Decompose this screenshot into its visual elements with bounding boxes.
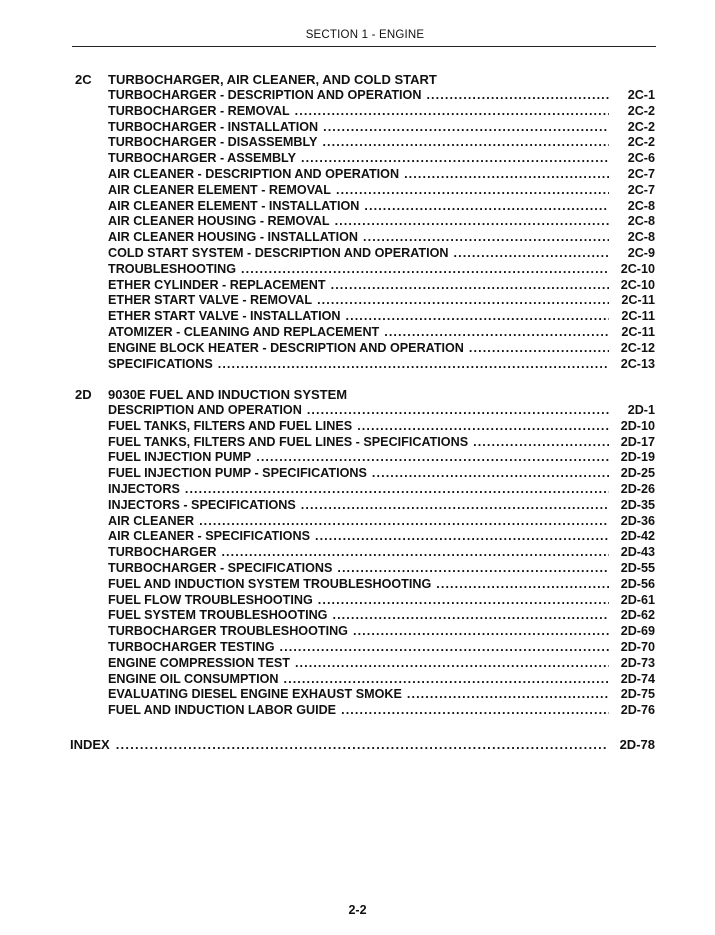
dot-leader: [218, 357, 609, 373]
toc-entry[interactable]: [108, 262, 655, 278]
entry-page: 2C-11: [621, 309, 655, 324]
dot-leader: [404, 167, 609, 183]
entry-page: 2D-55: [620, 560, 655, 575]
entry-title: ENGINE OIL CONSUMPTION: [108, 671, 279, 686]
dot-leader: [185, 482, 609, 498]
entry-page: 2D-1: [627, 403, 655, 417]
dot-leader: [318, 593, 609, 609]
entry-page: 2D-69: [620, 624, 655, 639]
entry-page: 2C-6: [627, 151, 655, 166]
entry-title: FUEL AND INDUCTION SYSTEM TROUBLESHOOTING: [108, 576, 432, 591]
entry-title: INJECTORS - SPECIFICATIONS: [108, 497, 296, 512]
entry-title: AIR CLEANER HOUSING - REMOVAL: [108, 214, 330, 229]
toc-entry[interactable]: [108, 466, 655, 482]
entry-page: 2C-2: [627, 103, 655, 118]
entry-page: 2C-13: [620, 356, 655, 371]
section-heading: [75, 72, 655, 88]
entry-title: ENGINE BLOCK HEATER - DESCRIPTION AND OPERATION: [108, 340, 464, 355]
entry-title: ATOMIZER - CLEANING AND REPLACEMENT: [108, 324, 380, 339]
dot-leader: [241, 262, 609, 278]
toc-entry[interactable]: [108, 419, 655, 435]
entry-page: 2D-26: [620, 481, 655, 496]
entry-page: 2D-70: [620, 639, 655, 654]
entry-title: ENGINE COMPRESSION TEST: [108, 655, 290, 670]
entry-title: EVALUATING DIESEL ENGINE EXHAUST SMOKE: [108, 687, 402, 702]
entry-title: ETHER START VALVE - REMOVAL: [108, 293, 313, 308]
toc-entry[interactable]: [108, 656, 655, 672]
dot-leader: [256, 450, 609, 466]
toc-entry[interactable]: [108, 687, 655, 703]
dot-leader: [341, 703, 609, 719]
section-title: TURBOCHARGER, AIR CLEANER, AND COLD START: [108, 72, 437, 87]
entry-page: 2C-12: [620, 340, 655, 355]
toc-entry[interactable]: [108, 529, 655, 545]
entry-page: 2C-7: [627, 166, 655, 181]
entry-title: FUEL TANKS, FILTERS AND FUEL LINES: [108, 418, 353, 433]
entry-page: 2D-74: [620, 671, 655, 686]
toc-entry[interactable]: [108, 167, 655, 183]
entry-page: 2C-9: [627, 245, 655, 260]
dot-leader: [357, 419, 609, 435]
toc-entry[interactable]: [108, 624, 655, 640]
section-title: 9030E FUEL AND INDUCTION SYSTEM: [108, 387, 348, 402]
entry-title: FUEL FLOW TROUBLESHOOTING: [108, 592, 313, 607]
dot-leader: [363, 230, 609, 246]
entry-title: ETHER CYLINDER - REPLACEMENT: [108, 277, 326, 292]
section-heading: [75, 387, 655, 403]
toc-entry[interactable]: [108, 246, 655, 262]
dot-leader: [335, 214, 609, 230]
section-entries: [108, 403, 655, 719]
section-entries: [108, 88, 655, 372]
toc-entry[interactable]: [108, 577, 655, 593]
entry-title: TURBOCHARGER - SPECIFICATIONS: [108, 560, 333, 575]
entry-page: 2C-11: [621, 324, 655, 339]
dot-leader: [336, 183, 609, 199]
entry-page: 2D-25: [620, 466, 655, 481]
dot-leader: [364, 199, 609, 215]
entry-title: TURBOCHARGER TESTING: [108, 639, 275, 654]
toc-entry[interactable]: [108, 357, 655, 373]
toc-entry[interactable]: [108, 309, 655, 325]
entry-page: 2C-2: [627, 119, 655, 134]
page-number: 2-2: [348, 903, 367, 917]
entry-page: 2D-78: [619, 737, 655, 752]
entry-page: 2D-36: [620, 513, 655, 528]
entry-page: 2D-75: [620, 687, 655, 702]
entry-title: AIR CLEANER HOUSING - INSTALLATION: [108, 230, 358, 245]
dot-leader: [301, 498, 609, 514]
entry-page: 2D-35: [620, 497, 655, 512]
entry-title: AIR CLEANER: [108, 513, 195, 528]
toc-entry[interactable]: [108, 278, 655, 294]
toc-entry[interactable]: [108, 450, 655, 466]
dot-leader: [295, 104, 609, 120]
dot-leader: [337, 561, 609, 577]
entry-title: AIR CLEANER - SPECIFICATIONS: [108, 529, 310, 544]
toc-entry[interactable]: [108, 498, 655, 514]
entry-page: 2C-11: [621, 293, 655, 308]
entry-title: FUEL AND INDUCTION LABOR GUIDE: [108, 703, 337, 718]
entry-page: 2D-62: [620, 608, 655, 623]
header-divider: [72, 46, 656, 47]
dot-leader: [372, 466, 609, 482]
entry-page: 2C-2: [627, 135, 655, 150]
toc-entry-index[interactable]: [70, 737, 655, 753]
dot-leader: [323, 120, 609, 136]
dot-leader: [116, 737, 607, 753]
entry-page: 2D-17: [620, 434, 655, 449]
toc-entry[interactable]: [108, 293, 655, 309]
toc-entry[interactable]: [108, 199, 655, 215]
entry-title: TURBOCHARGER - REMOVAL: [108, 103, 290, 118]
entry-title: AIR CLEANER - DESCRIPTION AND OPERATION: [108, 166, 400, 181]
entry-title: FUEL INJECTION PUMP: [108, 450, 252, 465]
dot-leader: [353, 624, 609, 640]
toc-section-2c: [75, 72, 655, 372]
entry-title: TURBOCHARGER TROUBLESHOOTING: [108, 624, 348, 639]
dot-leader: [407, 687, 609, 703]
toc-entry[interactable]: [108, 608, 655, 624]
dot-leader: [284, 672, 610, 688]
entry-title: FUEL INJECTION PUMP - SPECIFICATIONS: [108, 466, 367, 481]
entry-page: 2D-19: [620, 450, 655, 465]
toc-entry[interactable]: [108, 120, 655, 136]
section-header: SECTION 1 - ENGINE: [305, 29, 425, 41]
dot-leader: [322, 135, 609, 151]
entry-page: 2C-10: [620, 261, 655, 276]
toc-entry[interactable]: [108, 151, 655, 167]
entry-page: 2D-73: [620, 655, 655, 670]
entry-title: TURBOCHARGER - DISASSEMBLY: [108, 135, 318, 150]
toc-entry[interactable]: [108, 640, 655, 656]
entry-title: DESCRIPTION AND OPERATION: [108, 403, 302, 417]
section-code: 2C: [75, 72, 92, 87]
entry-title: SPECIFICATIONS: [108, 356, 213, 371]
entry-title: FUEL SYSTEM TROUBLESHOOTING: [108, 608, 328, 623]
entry-page: 2C-1: [627, 88, 655, 102]
dot-leader: [346, 309, 609, 325]
entry-title: TURBOCHARGER - ASSEMBLY: [108, 151, 296, 166]
entry-page: 2C-8: [627, 230, 655, 245]
dot-leader: [473, 435, 609, 451]
entry-title: TURBOCHARGER - INSTALLATION: [108, 119, 319, 134]
dot-leader: [315, 529, 609, 545]
toc-entry[interactable]: [108, 672, 655, 688]
entry-page: 2C-8: [627, 198, 655, 213]
entry-page: 2D-43: [620, 545, 655, 560]
entry-title: AIR CLEANER ELEMENT - REMOVAL: [108, 182, 331, 197]
toc-section-2d: [75, 387, 655, 719]
dot-leader: [307, 403, 609, 419]
dot-leader: [301, 151, 609, 167]
toc-entry[interactable]: [108, 403, 655, 419]
dot-leader: [384, 325, 609, 341]
toc-entry[interactable]: [108, 435, 655, 451]
toc-entry[interactable]: [108, 104, 655, 120]
entry-page: 2C-8: [627, 214, 655, 229]
toc-entry[interactable]: [108, 88, 655, 104]
toc-entry[interactable]: [108, 325, 655, 341]
dot-leader: [331, 278, 609, 294]
dot-leader: [332, 608, 609, 624]
toc-entry[interactable]: [108, 514, 655, 530]
dot-leader: [469, 341, 609, 357]
entry-page: 2D-76: [620, 703, 655, 718]
entry-title: AIR CLEANER ELEMENT - INSTALLATION: [108, 198, 360, 213]
entry-title: ETHER START VALVE - INSTALLATION: [108, 309, 341, 324]
entry-title: INDEX: [70, 737, 110, 752]
toc-entry[interactable]: [108, 183, 655, 199]
dot-leader: [221, 545, 609, 561]
entry-page: 2C-10: [620, 277, 655, 292]
dot-leader: [317, 293, 609, 309]
entry-title: COLD START SYSTEM - DESCRIPTION AND OPERATION: [108, 245, 449, 260]
dot-leader: [295, 656, 609, 672]
entry-title: TURBOCHARGER: [108, 545, 217, 560]
entry-title: FUEL TANKS, FILTERS AND FUEL LINES - SPECIFICATIONS: [108, 434, 469, 449]
entry-page: 2D-56: [620, 576, 655, 591]
dot-leader: [280, 640, 609, 656]
toc-entry[interactable]: [108, 214, 655, 230]
toc-entry[interactable]: [108, 135, 655, 151]
dot-leader: [426, 88, 609, 104]
dot-leader: [199, 514, 609, 530]
entry-title: INJECTORS: [108, 481, 180, 496]
toc-entry[interactable]: [108, 593, 655, 609]
entry-page: 2D-42: [620, 529, 655, 544]
toc-entry[interactable]: [108, 561, 655, 577]
toc-entry[interactable]: [108, 341, 655, 357]
entry-page: 2C-7: [627, 182, 655, 197]
toc-entry[interactable]: [108, 230, 655, 246]
dot-leader: [436, 577, 609, 593]
toc-entry[interactable]: [108, 545, 655, 561]
section-code: 2D: [75, 387, 92, 402]
entry-page: 2D-61: [620, 592, 655, 607]
entry-page: 2D-10: [620, 418, 655, 433]
toc-entry[interactable]: [108, 482, 655, 498]
entry-title: TROUBLESHOOTING: [108, 261, 237, 276]
dot-leader: [454, 246, 609, 262]
entry-title: TURBOCHARGER - DESCRIPTION AND OPERATION: [108, 88, 422, 102]
toc-entry[interactable]: [108, 703, 655, 719]
